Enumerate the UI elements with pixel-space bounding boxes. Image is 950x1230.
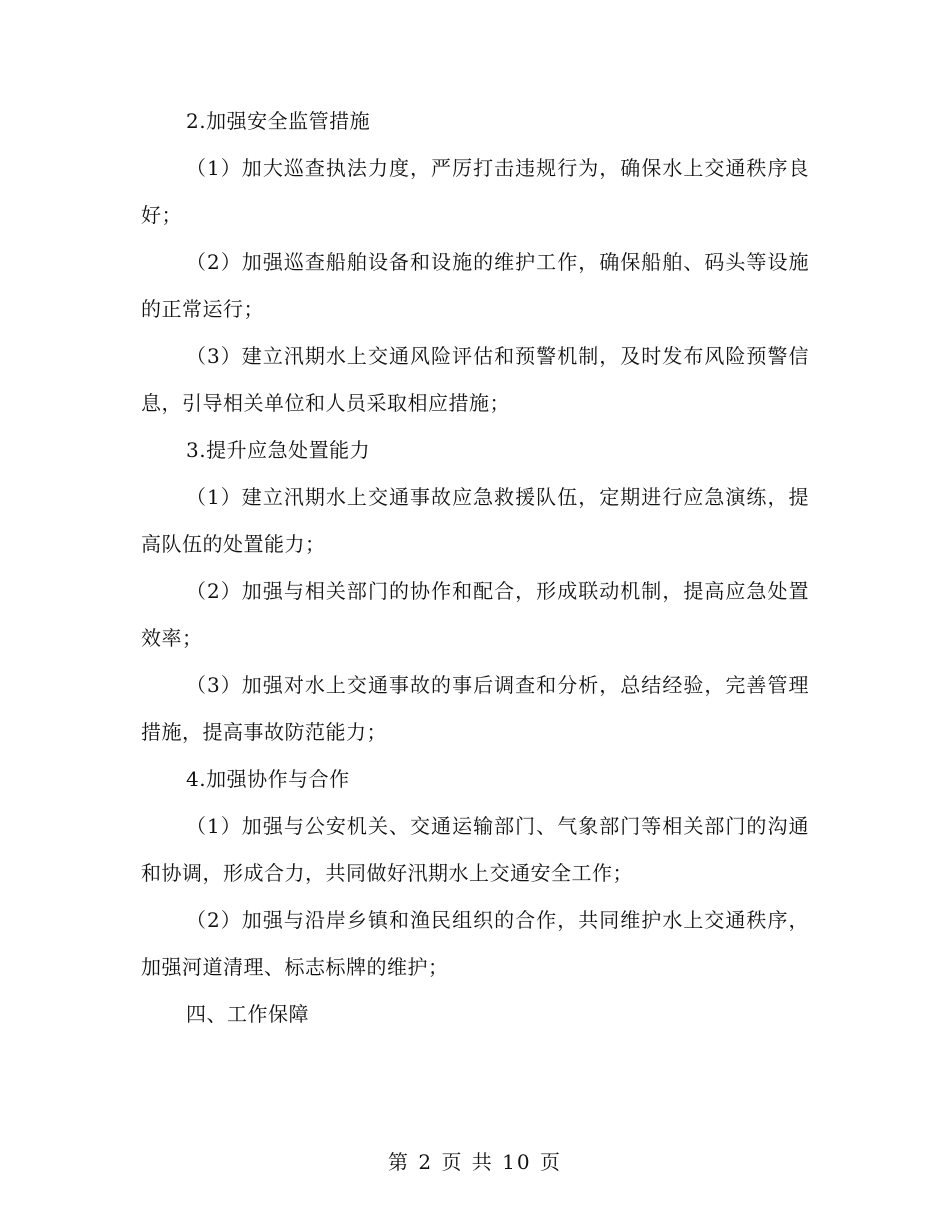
paragraph: （1）加大巡查执法力度，严厉打击违规行为，确保水上交通秩序良好；	[141, 156, 809, 227]
section-heading: 3.提升应急处置能力	[186, 438, 371, 462]
paragraph: （3）加强对水上交通事故的事后调查和分析，总结经验，完善管理措施，提高事故防范能力；	[141, 673, 809, 744]
section-heading: 四、工作保障	[186, 1002, 309, 1026]
paragraph: （2）加强与沿岸乡镇和渔民组织的合作，共同维护水上交通秩序，加强河道清理、标志标牌的维护；	[141, 908, 809, 979]
paragraph: （1）加强与公安机关、交通运输部门、气象部门等相关部门的沟通和协调，形成合力，共同做好汛期水上交通安全工作；	[141, 814, 809, 885]
paragraph: （2）加强巡查船舶设备和设施的维护工作，确保船舶、码头等设施的正常运行；	[141, 250, 809, 321]
paragraph: （1）建立汛期水上交通事故应急救援队伍，定期进行应急演练，提高队伍的处置能力；	[141, 485, 809, 556]
page-number-footer: 第 2 页 共 10 页	[388, 1150, 562, 1174]
paragraph: （3）建立汛期水上交通风险评估和预警机制，及时发布风险预警信息，引导相关单位和人员采取相应措施；	[141, 344, 809, 415]
section-heading: 4.加强协作与合作	[186, 767, 350, 791]
section-heading: 2.加强安全监管措施	[186, 109, 371, 133]
paragraph: （2）加强与相关部门的协作和配合，形成联动机制，提高应急处置效率；	[141, 579, 809, 650]
document-body	[141, 98, 809, 1038]
